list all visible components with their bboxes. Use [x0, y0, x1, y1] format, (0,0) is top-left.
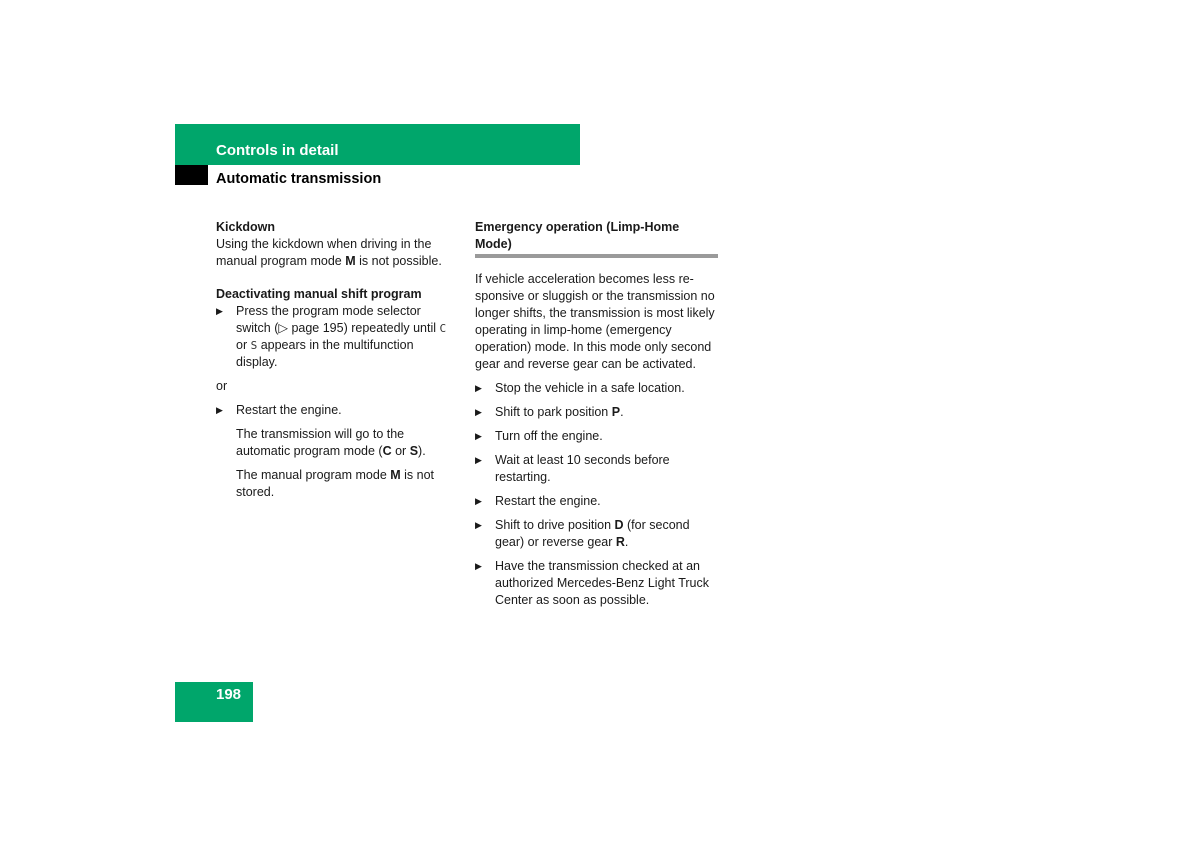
step-text-part: Press the program mode selector switch (▷ page 195) repeatedly until	[236, 304, 440, 335]
bullet-arrow-icon: ▶	[216, 405, 223, 415]
display-c-symbol: C	[439, 322, 447, 335]
emergency-paragraph: If vehicle acceleration becomes less re-sponsive or sluggish or the transmission no longer shifts, the transmission is most likely operating in limp-home (emergency operation) mode. In this mode only second gear and reverse gear can be activated.	[475, 272, 715, 371]
mode-c-label: C	[382, 444, 392, 458]
step-shift-drive	[475, 517, 718, 551]
step-restart-engine	[475, 493, 718, 510]
step-text: Wait at least 10 seconds before restarting.	[495, 453, 670, 484]
section-marker-tab	[175, 165, 208, 185]
gear-r-label: R	[615, 535, 625, 549]
step-press-selector	[216, 303, 456, 371]
page-number-box	[175, 682, 253, 722]
step-turn-off-engine	[475, 428, 718, 445]
step-text	[236, 303, 456, 371]
bullet-arrow-icon: ▶	[475, 496, 482, 506]
result-not-stored	[216, 467, 456, 501]
step-shift-park	[475, 404, 718, 421]
bullet-arrow-icon: ▶	[475, 561, 482, 571]
step-text-part: .	[624, 535, 629, 549]
mode-s-label: S	[409, 444, 419, 458]
section-title: Automatic transmission	[216, 171, 382, 187]
result-text-part: The transmission will go to the automatic program mode (	[236, 427, 405, 458]
bullet-arrow-icon: ▶	[475, 455, 482, 465]
bullet-arrow-icon: ▶	[475, 383, 482, 393]
kickdown-paragraph	[216, 236, 456, 270]
kickdown-text-part: is not possible.	[355, 254, 442, 268]
display-s-symbol: S	[250, 339, 258, 352]
left-column	[216, 219, 456, 508]
step-text: Have the transmission checked at an authorized Mercedes-Benz Light Truck Center as soon as possible.	[495, 559, 709, 607]
bullet-arrow-icon: ▶	[475, 520, 482, 530]
step-have-checked	[475, 558, 718, 609]
gear-d-label: D	[614, 518, 624, 532]
step-text-part: or	[236, 338, 251, 352]
bullet-arrow-icon: ▶	[475, 431, 482, 441]
step-text-part: Shift to drive position	[495, 518, 615, 532]
chapter-title: Controls in detail	[216, 142, 339, 159]
result-automatic-mode	[216, 426, 456, 460]
mode-m-label: M	[345, 254, 356, 268]
result-text-part: The manual program mode	[236, 468, 391, 482]
bullet-arrow-icon: ▶	[475, 407, 482, 417]
step-text-part: (for second gear) or reverse gear	[495, 518, 690, 549]
result-text-part: is not stored.	[236, 468, 435, 499]
mode-m-label: M	[390, 468, 401, 482]
step-text: Turn off the engine.	[495, 429, 603, 443]
or-text: or	[216, 379, 228, 393]
bullet-arrow-icon: ▶	[216, 306, 223, 316]
result-text-part: ).	[418, 444, 426, 458]
page-number: 198	[216, 686, 242, 703]
step-text: Stop the vehicle in a safe location.	[495, 381, 685, 395]
right-column	[475, 219, 718, 616]
step-text-part: Shift to park position	[495, 405, 612, 419]
step-wait	[475, 452, 718, 486]
result-text-part: or	[391, 444, 410, 458]
deactivating-heading: Deactivating manual shift program	[216, 287, 422, 301]
gear-p-label: P	[611, 405, 621, 419]
step-stop-vehicle	[475, 380, 718, 397]
kickdown-heading: Kickdown	[216, 220, 276, 234]
step-restart-engine	[216, 402, 456, 419]
emergency-heading: Emergency operation (Limp-Home Mode)	[475, 219, 718, 258]
step-text	[495, 517, 718, 551]
step-text: Restart the engine.	[236, 403, 342, 417]
kickdown-text-part: Using the kickdown when driving in the manual program mode	[216, 237, 432, 268]
step-text: Restart the engine.	[495, 494, 601, 508]
step-text-part: .	[620, 405, 624, 419]
step-text	[495, 404, 718, 421]
step-text-part: appears in the multifunction display.	[236, 338, 414, 369]
